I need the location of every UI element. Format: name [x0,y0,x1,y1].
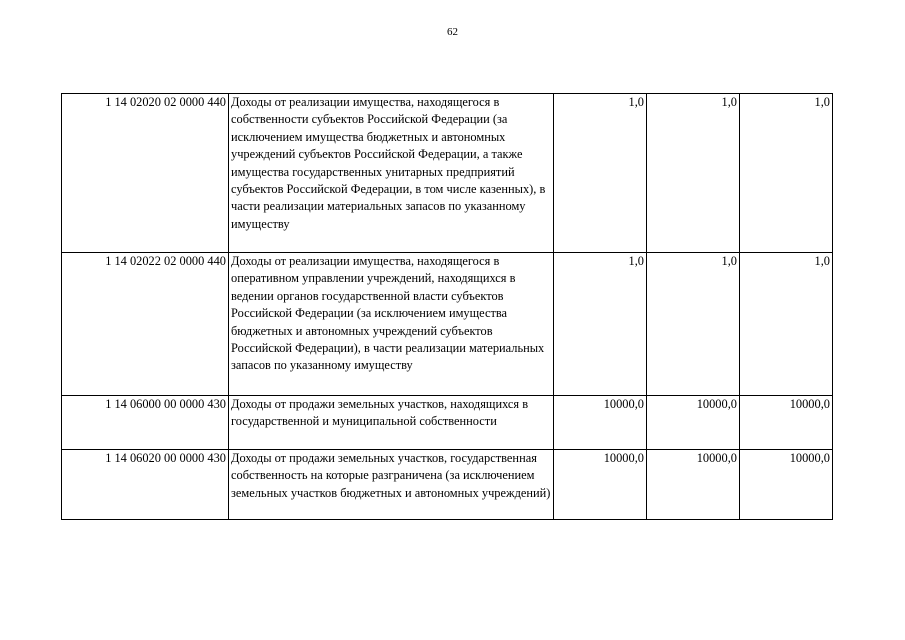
budget-code: 1 14 06020 00 0000 430 [62,450,229,520]
amount-year-3: 1,0 [740,253,833,396]
income-description: Доходы от реализации имущества, находящегося в оперативном управлении учреждений, находящихся в ведении органов государственной власти субъектов Российской Федерации (за исключением имущества бюджетных и автономных учреждений субъектов Российской Федерации), в части реализации материальных запасов по указанному имуществу [229,253,554,396]
income-description: Доходы от продажи земельных участков, государственная собственность на которые разграничена (за исключением земельных участков бюджетных и автономных учреждений) [229,450,554,520]
amount-year-3: 10000,0 [740,396,833,450]
amount-year-2: 1,0 [647,94,740,253]
income-description: Доходы от реализации имущества, находящегося в собственности субъектов Российской Федерации (за исключением имущества бюджетных и автономных учреждений субъектов Российской Федерации, а также имущества государственных унитарных предприятий субъектов Российской Федерации, в том числе казенных), в части реализации материальных запасов по указанному имуществу [229,94,554,253]
amount-year-3: 10000,0 [740,450,833,520]
income-description: Доходы от продажи земельных участков, находящихся в государственной и муниципальной собственности [229,396,554,450]
amount-year-2: 10000,0 [647,450,740,520]
budget-code: 1 14 02020 02 0000 440 [62,94,229,253]
budget-table [61,93,833,520]
amount-year-3: 1,0 [740,94,833,253]
amount-year-1: 1,0 [554,253,647,396]
table-row [62,450,833,520]
amount-year-2: 1,0 [647,253,740,396]
page-number: 62 [447,26,458,38]
amount-year-1: 10000,0 [554,396,647,450]
table-row [62,396,833,450]
amount-year-1: 10000,0 [554,450,647,520]
budget-code: 1 14 06000 00 0000 430 [62,396,229,450]
table-row [62,94,833,253]
amount-year-1: 1,0 [554,94,647,253]
amount-year-2: 10000,0 [647,396,740,450]
budget-code: 1 14 02022 02 0000 440 [62,253,229,396]
table-row [62,253,833,396]
